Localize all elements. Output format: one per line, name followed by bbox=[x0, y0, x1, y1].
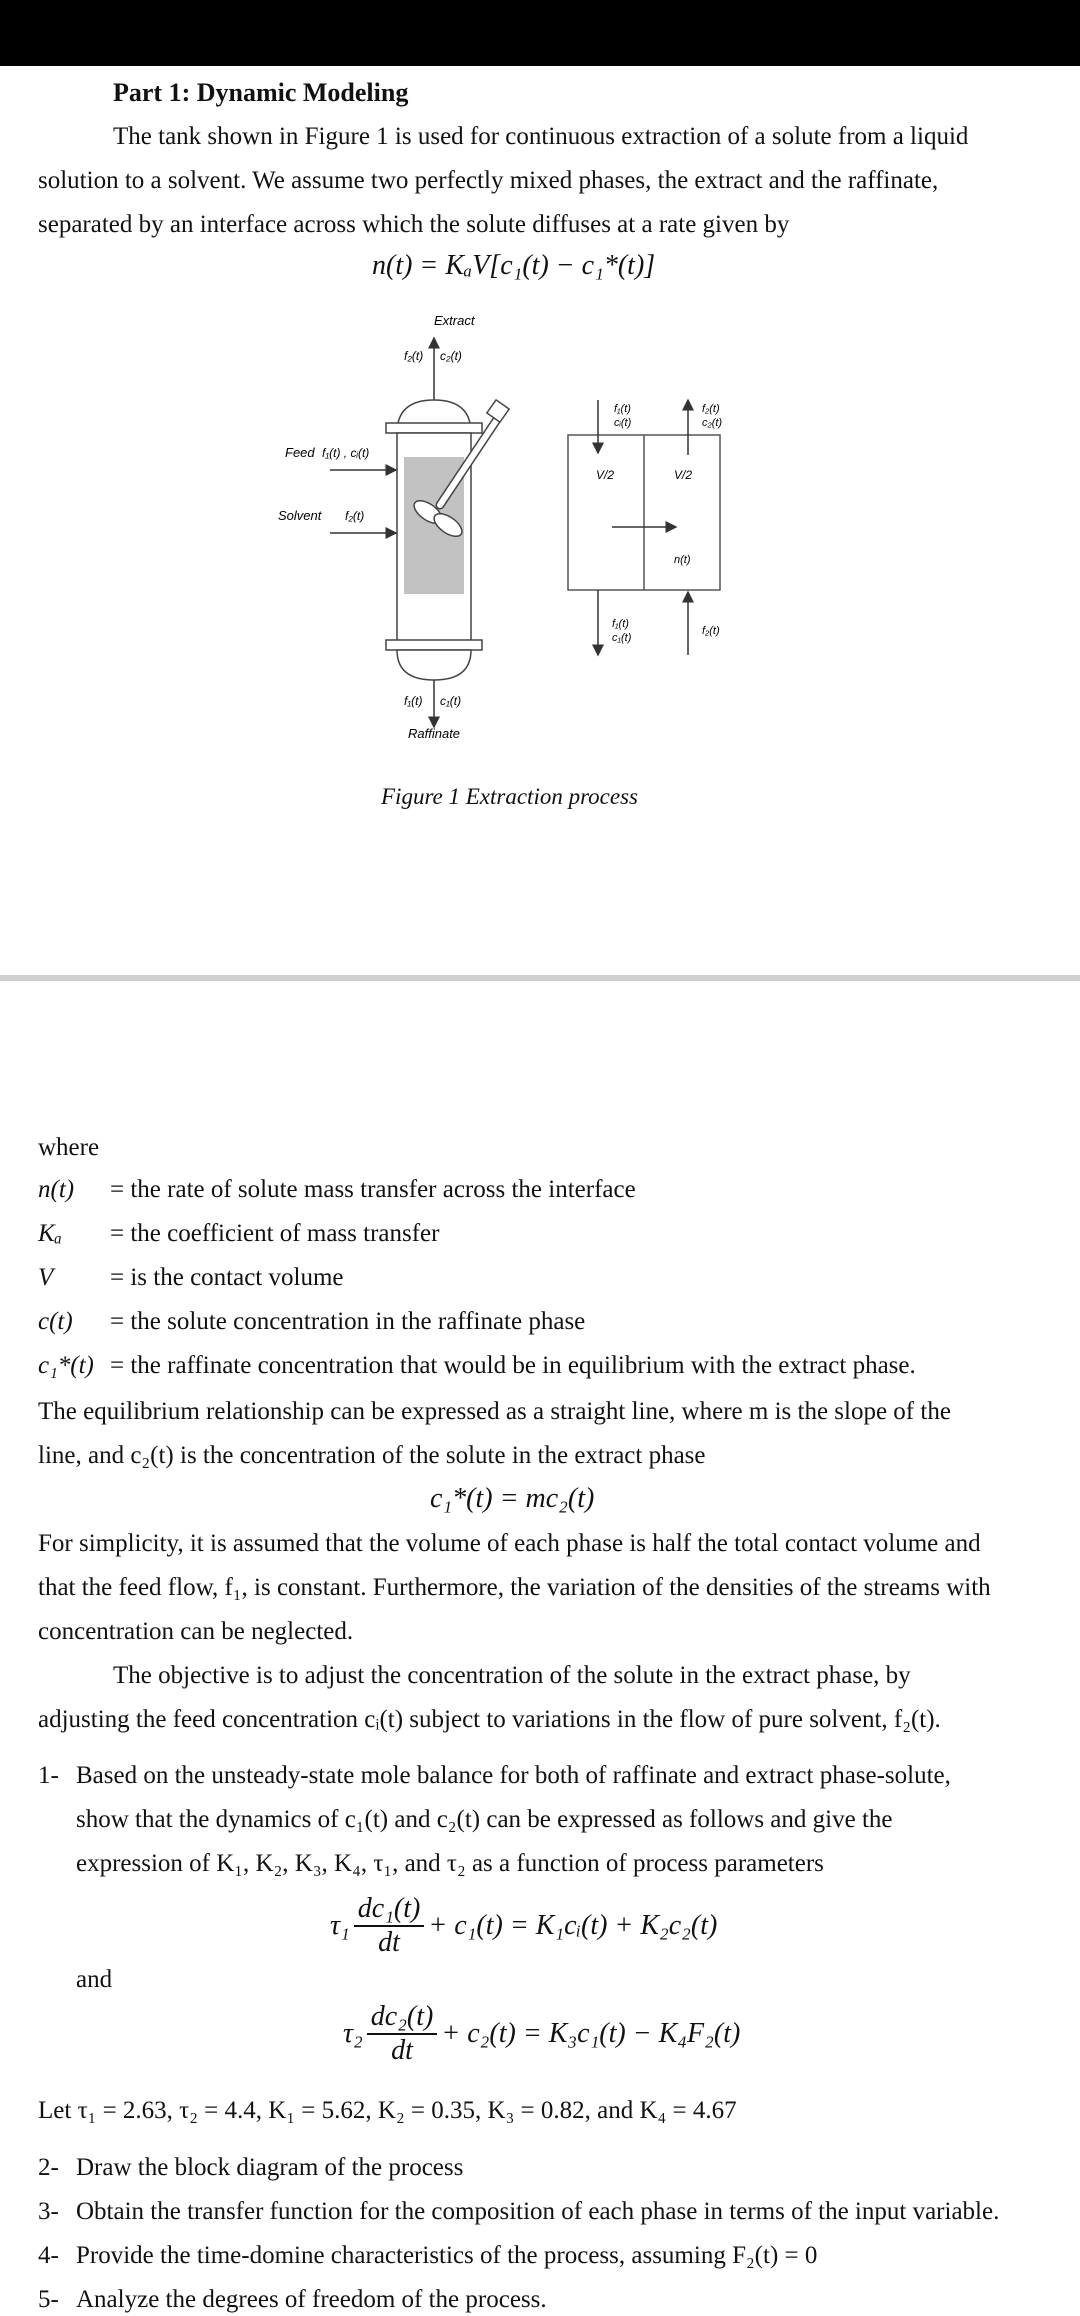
bottom-conc-label: c₁(t) bbox=[440, 694, 462, 708]
def-symbol-v: V bbox=[38, 1264, 54, 1291]
intro-line-1: The tank shown in Figure 1 is used for continuous extraction of a solute from a liquid bbox=[113, 123, 969, 150]
box-in-conc: cᵢ(t) bbox=[614, 417, 632, 429]
eq2-denominator: dt bbox=[391, 2035, 413, 2066]
equation-2 bbox=[343, 2001, 740, 2067]
objective-line-1: The objective is to adjust the concentration of the solute in the extract phase, by bbox=[113, 1662, 911, 1689]
feed-flow-label: f₁(t) , cᵢ(t) bbox=[322, 446, 370, 460]
eq2-numerator: dc₂(t) bbox=[367, 2001, 438, 2035]
def-text-ka: = the coefficient of mass transfer bbox=[110, 1220, 440, 1247]
solvent-flow-label: f₂(t) bbox=[345, 509, 365, 523]
page-separator bbox=[0, 975, 1080, 981]
def-text-c: = the solute concentration in the raffinate phase bbox=[110, 1308, 586, 1335]
eq2-fraction bbox=[367, 2001, 438, 2067]
solvent-label: Solvent bbox=[278, 508, 322, 523]
transfer-label: n(t) bbox=[674, 554, 691, 566]
box-out-flow: f₂(t) bbox=[702, 403, 720, 415]
intro-line-2: solution to a solvent. We assume two perfectly mixed phases, the extract and the raffinate, bbox=[38, 167, 939, 194]
and-label: and bbox=[76, 1966, 113, 1993]
box-bottom-right-flow: f₂(t) bbox=[702, 625, 720, 637]
q3-number: 3- bbox=[38, 2198, 59, 2225]
simplicity-line-2: that the feed flow, f₁, is constant. Furthermore, the variation of the densities of the streams with bbox=[38, 1574, 991, 1601]
q2-number: 2- bbox=[38, 2154, 59, 2181]
extraction-figure bbox=[0, 305, 1080, 785]
tank-bottom-flange bbox=[386, 640, 482, 650]
top-flow-label: f₂(t) bbox=[404, 349, 424, 363]
def-text-v: = is the contact volume bbox=[110, 1264, 344, 1291]
objective-line-2: adjusting the feed concentration cᵢ(t) subject to variations in the flow of pure solvent, f₂(t). bbox=[38, 1706, 941, 1733]
q1-line-3: expression of K₁, K₂, K₃, K₄, τ₁, and τ₂ as a function of process parameters bbox=[76, 1850, 824, 1877]
eq1-numerator: dc₁(t) bbox=[354, 1893, 425, 1927]
top-conc-label: c₂(t) bbox=[440, 349, 462, 363]
where-label: where bbox=[38, 1134, 100, 1161]
right-volume-label: V/2 bbox=[674, 468, 693, 482]
top-black-bar bbox=[0, 0, 1080, 66]
eq1-fraction bbox=[354, 1893, 425, 1959]
q2-text: Draw the block diagram of the process bbox=[76, 2154, 464, 2181]
box-bottom-conc: c₁(t) bbox=[612, 632, 632, 644]
q4-number: 4- bbox=[38, 2242, 59, 2269]
q4-text: Provide the time-domine characteristics of the process, assuming F₂(t) = 0 bbox=[76, 2242, 818, 2269]
q5-text: Analyze the degrees of freedom of the process. bbox=[76, 2286, 547, 2313]
eq1-rest: + c₁(t) = K₁cᵢ(t) + K₂c₂(t) bbox=[428, 1910, 718, 1941]
q1-number: 1- bbox=[38, 1762, 59, 1789]
tank-bottom-head bbox=[397, 650, 471, 680]
equilibrium-equation: c₁*(t) = mc₂(t) bbox=[430, 1483, 595, 1514]
q1-line-2: show that the dynamics of c₁(t) and c₂(t) can be expressed as follows and give the bbox=[76, 1806, 893, 1833]
def-symbol-c: c(t) bbox=[38, 1308, 73, 1335]
extract-label: Extract bbox=[434, 313, 475, 328]
part-title: Part 1: Dynamic Modeling bbox=[113, 78, 409, 107]
def-text-c1star: = the raffinate concentration that would be in equilibrium with the extract phase. bbox=[110, 1352, 916, 1379]
tank-top-flange bbox=[386, 423, 482, 433]
q5-number: 5- bbox=[38, 2286, 59, 2313]
def-symbol-c1star: c₁*(t) bbox=[38, 1352, 94, 1379]
def-text-n: = the rate of solute mass transfer across the interface bbox=[110, 1176, 636, 1203]
def-symbol-n: n(t) bbox=[38, 1176, 75, 1203]
parameters-line: Let τ₁ = 2.63, τ₂ = 4.4, K₁ = 5.62, K₂ = 0.35, K₃ = 0.82, and K₄ = 4.67 bbox=[38, 2097, 737, 2124]
box-out-conc: c₂(t) bbox=[702, 417, 723, 429]
simplicity-line-1: For simplicity, it is assumed that the volume of each phase is half the total contact volume and bbox=[38, 1530, 981, 1557]
box-bottom-flow: f₁(t) bbox=[612, 618, 629, 630]
rate-equation: n(t) = KₐV[c₁(t) − c₁*(t)] bbox=[372, 250, 656, 281]
q1-line-1: Based on the unsteady-state mole balance for both of raffinate and extract phase-solute, bbox=[76, 1762, 951, 1789]
figure-caption: Figure 1 Extraction process bbox=[381, 784, 638, 809]
feed-label: Feed bbox=[285, 445, 315, 460]
raffinate-label: Raffinate bbox=[408, 726, 461, 741]
box-in-flow: f₁(t) bbox=[614, 403, 631, 415]
simplicity-line-3: concentration can be neglected. bbox=[38, 1618, 354, 1645]
bottom-flow-label: f₁(t) bbox=[404, 694, 423, 708]
agitator-motor bbox=[487, 400, 509, 422]
equilibrium-line-2: line, and c₂(t) is the concentration of the solute in the extract phase bbox=[38, 1442, 706, 1469]
equation-1 bbox=[330, 1893, 717, 1959]
equilibrium-line-1: The equilibrium relationship can be expressed as a straight line, where m is the slope of the bbox=[38, 1398, 951, 1425]
q3-text: Obtain the transfer function for the composition of each phase in terms of the input variable. bbox=[76, 2198, 1000, 2225]
def-symbol-ka: Kₐ bbox=[38, 1220, 62, 1247]
eq2-tau: τ₂ bbox=[343, 2018, 363, 2049]
eq1-denominator: dt bbox=[378, 1927, 400, 1958]
left-volume-label: V/2 bbox=[596, 468, 615, 482]
eq2-rest: + c₂(t) = K₃c₁(t) − K₄F₂(t) bbox=[441, 2018, 741, 2049]
intro-line-3: separated by an interface across which the solute diffuses at a rate given by bbox=[38, 211, 790, 238]
eq1-tau: τ₁ bbox=[330, 1910, 350, 1941]
